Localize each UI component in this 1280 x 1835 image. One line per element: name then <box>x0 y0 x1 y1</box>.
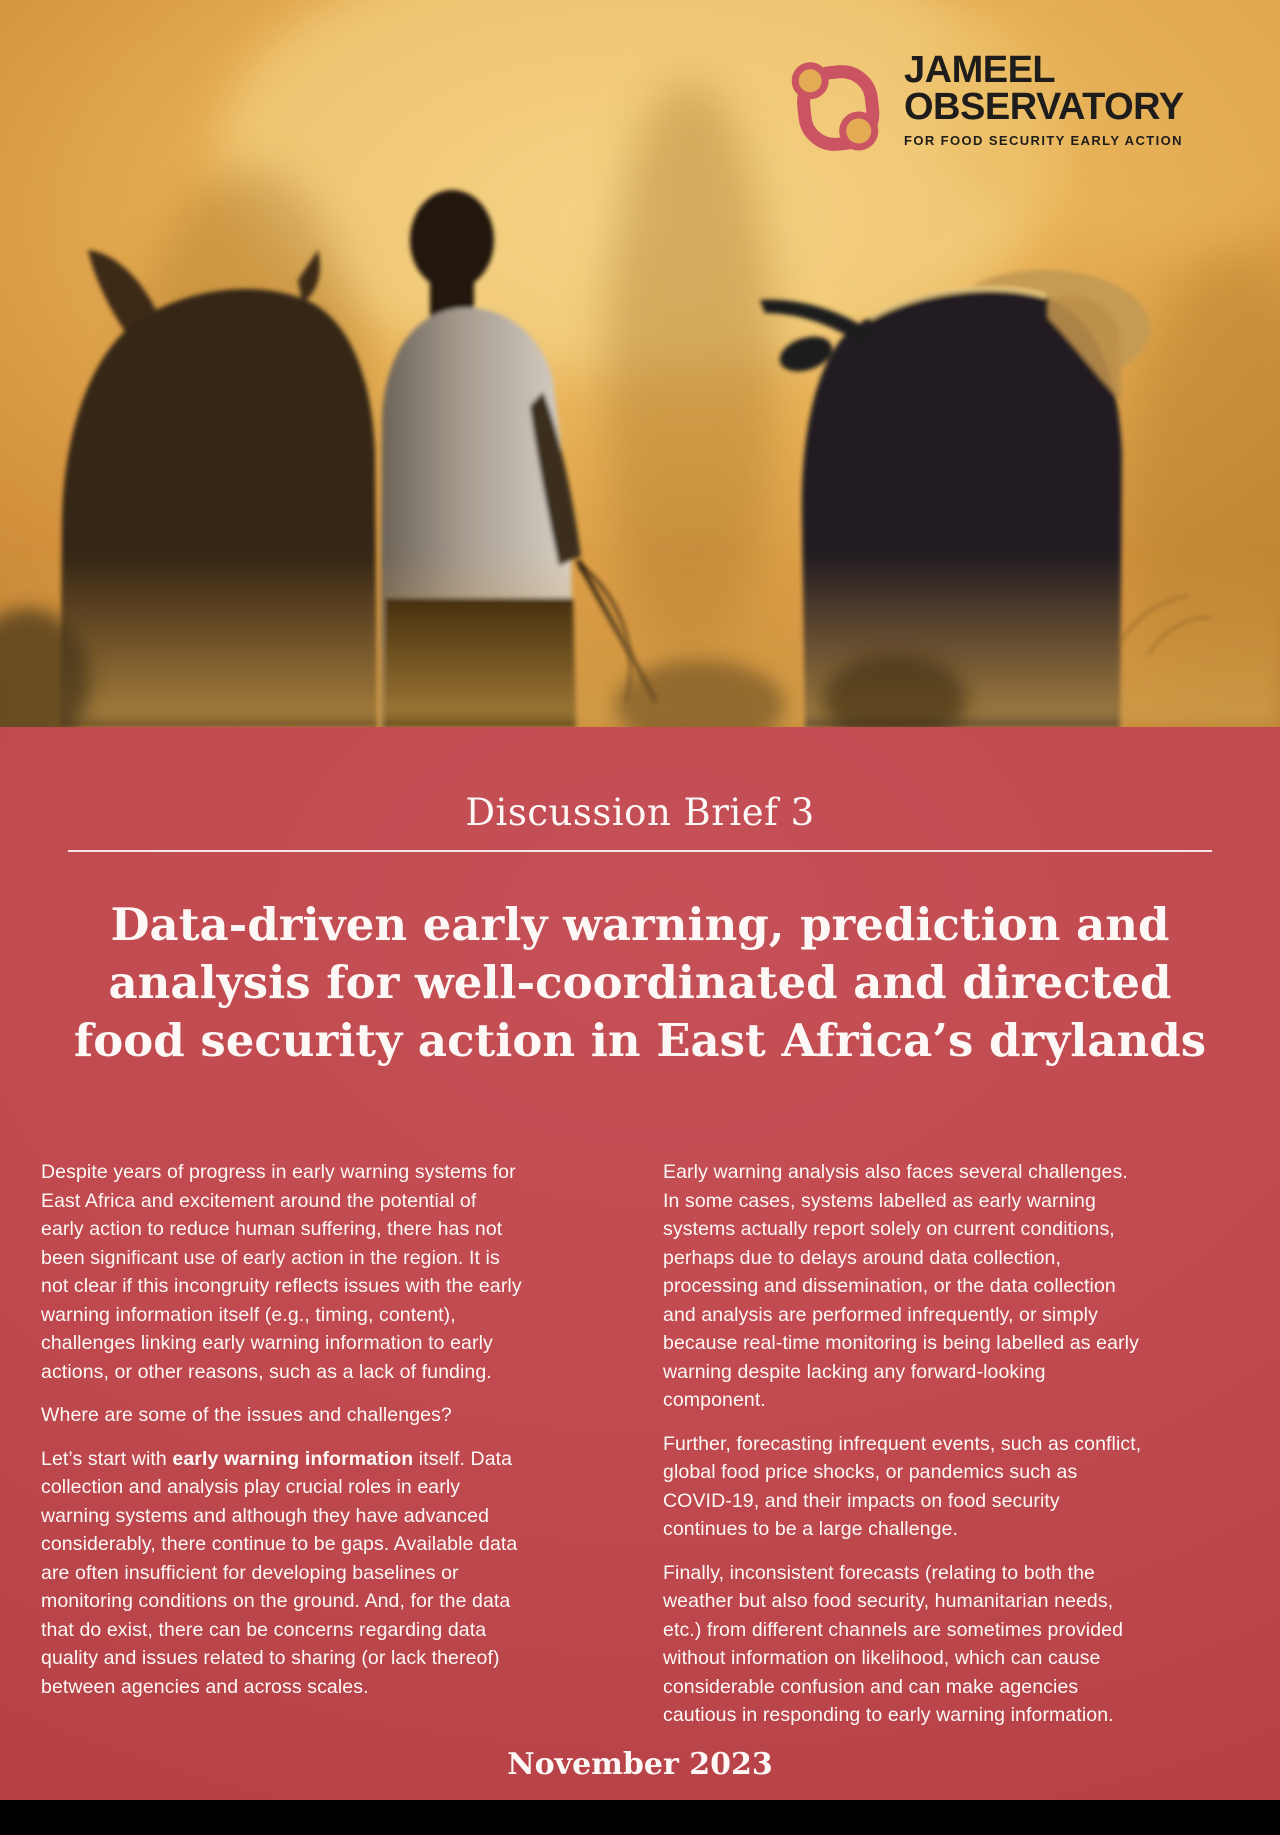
left-column <box>41 1158 523 1745</box>
paragraph-bold-phrase: early warning information <box>172 1447 414 1470</box>
brief-kicker: Discussion Brief 3 <box>465 791 815 834</box>
paragraph-inconsistent-forecasts: Finally, inconsistent forecasts (relating to both the weather but also food security, humanitarian needs, etc.) from different channels are sometimes provided without information on likelihood, which can cause considerable confusion and can make agencies cautious in responding to early warning information. <box>663 1561 1124 1726</box>
logo-title-line2: OBSERVATORY <box>904 86 1184 128</box>
jameel-observatory-logo-icon <box>790 54 886 158</box>
logo-text <box>904 49 1184 148</box>
title-line-1: Data-driven early warning, prediction and <box>110 898 1170 951</box>
jameel-observatory-logo <box>790 49 1184 158</box>
body-columns <box>41 1158 1280 1745</box>
brief-section <box>0 727 1280 1800</box>
divider-rule <box>68 850 1212 852</box>
publication-date: November 2023 <box>507 1747 773 1782</box>
paragraph-text: itself. Data collection and analysis play crucial roles in early warning systems and although they have advanced considerably, there continue to be gaps. Available data are often insufficient for developing baselines or monitoring conditions on the ground. And, for the data that do exist, there can be concerns regarding data quality and issues related to sharing (or lack thereof) between agencies and across scales. <box>41 1447 518 1698</box>
bottom-black-bar <box>0 1800 1280 1835</box>
logo-tagline: FOR FOOD SECURITY EARLY ACTION <box>904 133 1183 148</box>
paragraph-text: Let’s start with <box>41 1447 173 1470</box>
paragraph-early-warning-info <box>41 1445 523 1702</box>
paragraph-forecasting-events: Further, forecasting infrequent events, such as conflict, global food price shocks, or pandemics such as COVID-19, and their impacts on food security continues to be a large challenge. <box>663 1432 1142 1540</box>
paragraph-question: Where are some of the issues and challenges? <box>41 1404 452 1426</box>
brief-title <box>0 896 1280 1070</box>
paragraph-analysis-challenges: Early warning analysis also faces several challenges. In some cases, systems labelled as early warning systems actually report solely on current conditions, perhaps due to delays around data collection, processing and dissemination, or the data collection and analysis are performed infrequently, or simply because real-time monitoring is being labelled as early warning despite lacking any forward-looking component. <box>663 1161 1139 1411</box>
logo-title-line1: JAMEEL <box>904 49 1056 91</box>
title-line-3: food security action in East Africa’s drylands <box>73 1014 1207 1067</box>
title-line-2: analysis for well-coordinated and directed <box>108 956 1172 1009</box>
paragraph-intro: Despite years of progress in early warning systems for East Africa and excitement around the potential of early action to reduce human suffering, there has not been significant use of early action in the region. It is not clear if this incongruity reflects issues with the early warning information itself (e.g., timing, content), challenges linking early warning information to early actions, or other reasons, such as a lack of funding. <box>41 1161 522 1383</box>
hero-photo <box>0 0 1280 727</box>
right-column <box>663 1158 1145 1745</box>
